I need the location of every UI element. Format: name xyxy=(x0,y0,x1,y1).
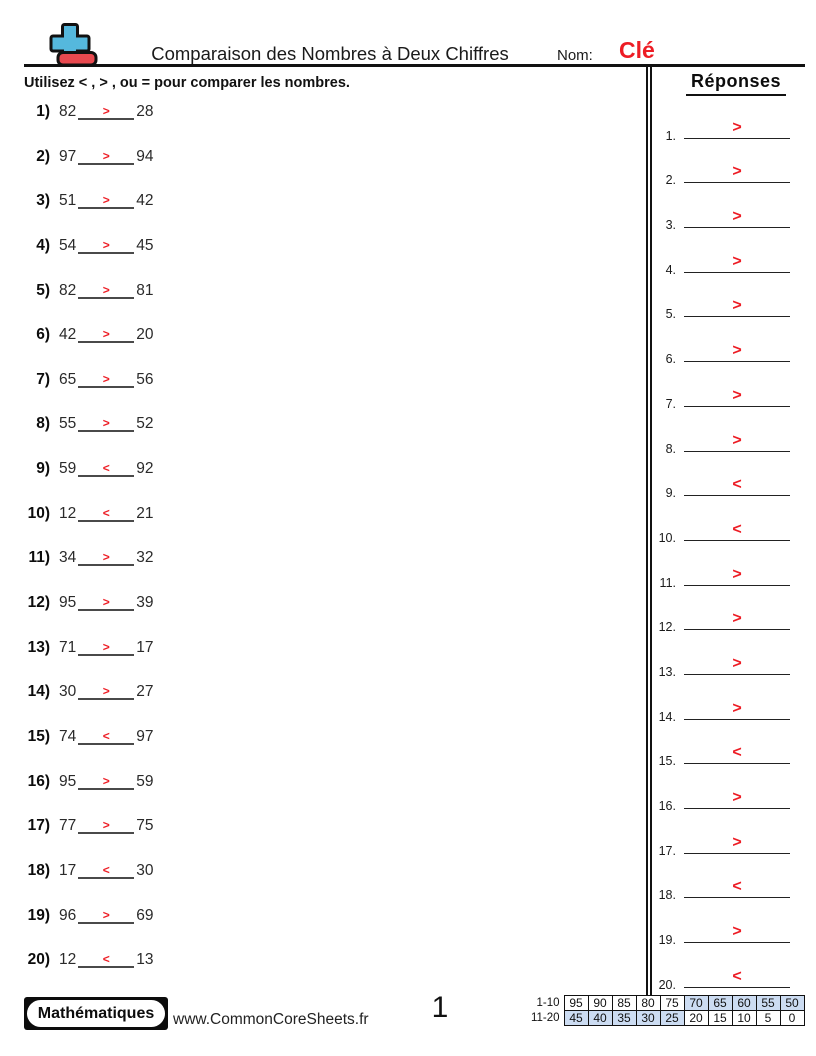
problem-left-number: 95 xyxy=(59,594,77,612)
problem-row xyxy=(24,370,584,415)
problem-row xyxy=(24,414,584,459)
problem-row xyxy=(24,906,584,951)
brand-label: Mathématiques xyxy=(27,1000,165,1027)
problem-answer-blank xyxy=(78,772,134,790)
answer-row xyxy=(650,778,792,823)
answer-row xyxy=(650,734,792,779)
page-number: 1 xyxy=(431,991,449,1024)
problem-left-number: 12 xyxy=(59,504,77,522)
answers-list xyxy=(650,108,792,1002)
page-title: Comparaison des Nombres à Deux Chiffres xyxy=(151,43,509,64)
problem-left-number: 95 xyxy=(59,772,77,790)
answer-line xyxy=(684,585,790,586)
answer-symbol: > xyxy=(732,565,742,583)
answer-number: 19. xyxy=(658,933,676,948)
problem-row xyxy=(24,816,584,861)
problem-right-number: 92 xyxy=(136,460,154,478)
comparison-symbol: > xyxy=(102,148,110,163)
answer-line xyxy=(684,942,790,943)
comparison-symbol: < xyxy=(102,728,110,743)
problem-row xyxy=(24,236,584,281)
answer-number: 8. xyxy=(665,441,676,456)
problem-left-number: 51 xyxy=(59,192,77,210)
answer-row xyxy=(650,555,792,600)
answer-symbol: > xyxy=(732,610,742,628)
answer-number: 1. xyxy=(665,128,676,143)
problem-number: 14) xyxy=(27,683,50,701)
answer-number: 9. xyxy=(665,486,676,501)
answer-line xyxy=(684,629,790,630)
problem-answer-blank xyxy=(78,504,134,522)
answer-row xyxy=(650,108,792,153)
problem-left-number: 65 xyxy=(59,370,77,388)
answer-symbol: > xyxy=(732,789,742,806)
comparison-symbol: > xyxy=(102,595,110,610)
answer-symbol: > xyxy=(732,699,742,717)
problem-right-number: 81 xyxy=(136,281,154,299)
problem-left-number: 96 xyxy=(59,906,77,924)
problem-answer-blank xyxy=(78,459,134,477)
answer-number: 3. xyxy=(665,218,676,233)
answer-number: 2. xyxy=(665,173,676,188)
answer-number: 12. xyxy=(658,620,676,635)
score-table-body xyxy=(528,996,804,1026)
problem-number: 17) xyxy=(27,817,50,835)
problem-answer-blank xyxy=(78,816,134,834)
problem-right-number: 30 xyxy=(136,861,154,879)
answer-line xyxy=(684,719,790,720)
problem-number: 9) xyxy=(36,460,50,478)
comparison-symbol: > xyxy=(102,193,110,208)
answer-symbol: > xyxy=(732,386,742,404)
answer-symbol: < xyxy=(732,967,742,985)
comparison-symbol: > xyxy=(102,327,110,342)
answer-line xyxy=(684,897,790,898)
name-value: Clé xyxy=(619,37,655,63)
answer-row xyxy=(650,466,792,511)
problem-answer-blank xyxy=(78,236,134,254)
problem-number: 11) xyxy=(28,549,50,567)
answer-row xyxy=(650,376,792,421)
answer-row xyxy=(650,510,792,555)
answer-symbol: > xyxy=(732,431,742,449)
problem-left-number: 34 xyxy=(59,549,77,567)
comparison-symbol: > xyxy=(102,104,110,118)
problem-left-number: 59 xyxy=(59,460,77,478)
answer-line xyxy=(684,853,790,854)
answer-row xyxy=(650,868,792,913)
answer-row xyxy=(650,689,792,734)
problem-left-number: 30 xyxy=(59,683,77,701)
problem-left-number: 82 xyxy=(59,103,77,120)
problem-number: 2) xyxy=(36,147,50,165)
answer-symbol: < xyxy=(732,476,742,494)
problem-right-number: 52 xyxy=(136,415,154,433)
problem-number: 4) xyxy=(36,236,50,254)
answer-row xyxy=(650,644,792,689)
answer-line xyxy=(684,987,790,988)
problem-left-number: 82 xyxy=(59,281,77,299)
score-cell: 45 xyxy=(564,1011,588,1026)
score-cell: 20 xyxy=(684,1011,708,1026)
score-cell: 35 xyxy=(612,1011,636,1026)
answer-row xyxy=(650,912,792,957)
answer-symbol: > xyxy=(732,297,742,315)
answer-number: 15. xyxy=(658,754,676,769)
header-rule xyxy=(24,64,805,67)
answer-line xyxy=(684,227,790,228)
score-cell: 75 xyxy=(660,996,684,1011)
problem-answer-blank xyxy=(78,191,134,209)
comparison-symbol: > xyxy=(102,550,110,565)
comparison-symbol: < xyxy=(102,862,110,877)
answer-symbol: > xyxy=(732,252,742,270)
problem-right-number: 94 xyxy=(136,147,154,165)
answer-symbol: > xyxy=(732,833,742,851)
score-cell: 40 xyxy=(588,1011,612,1026)
problem-right-number: 69 xyxy=(136,906,154,924)
problem-answer-blank xyxy=(78,325,134,343)
problem-left-number: 42 xyxy=(59,326,77,344)
comparison-symbol: < xyxy=(102,461,110,476)
problem-row xyxy=(24,459,584,504)
answer-line xyxy=(684,272,790,273)
problem-number: 19) xyxy=(27,906,50,924)
problem-answer-blank xyxy=(78,906,134,924)
problem-row xyxy=(24,593,584,638)
answer-number: 16. xyxy=(658,799,676,813)
comparison-symbol: > xyxy=(102,282,110,297)
problem-number: 1) xyxy=(36,103,50,120)
problem-row xyxy=(24,504,584,549)
score-table-row xyxy=(528,1011,804,1026)
answer-line xyxy=(684,540,790,541)
answer-row xyxy=(650,600,792,645)
answer-line xyxy=(684,495,790,496)
problem-right-number: 56 xyxy=(136,370,154,388)
answer-number: 13. xyxy=(658,664,676,679)
answer-row xyxy=(650,823,792,868)
answer-number: 10. xyxy=(658,530,676,545)
problem-row xyxy=(24,861,584,906)
score-cell: 95 xyxy=(564,996,588,1011)
answer-line xyxy=(684,182,790,183)
problem-answer-blank xyxy=(78,102,134,120)
brand-logo xyxy=(24,997,168,1030)
problem-row xyxy=(24,682,584,727)
answer-symbol: > xyxy=(732,923,742,941)
problem-number: 7) xyxy=(36,370,50,388)
problem-right-number: 32 xyxy=(136,549,154,567)
score-cell: 0 xyxy=(780,1011,804,1026)
problem-right-number: 59 xyxy=(136,772,154,790)
answer-line xyxy=(684,406,790,407)
answer-row xyxy=(650,242,792,287)
problem-answer-blank xyxy=(78,548,134,566)
problem-right-number: 39 xyxy=(136,594,154,612)
problem-number: 10) xyxy=(27,504,50,522)
answer-row xyxy=(650,421,792,466)
score-row-label: 1-10 xyxy=(528,996,564,1011)
answer-symbol: > xyxy=(732,118,742,136)
score-cell: 5 xyxy=(756,1011,780,1026)
instructions-text: Utilisez < , > , ou = pour comparer les nombres. xyxy=(24,75,350,91)
answer-symbol: > xyxy=(732,163,742,181)
comparison-symbol: > xyxy=(102,818,110,833)
problem-number: 3) xyxy=(36,192,50,210)
problem-answer-blank xyxy=(78,593,134,611)
answer-number: 6. xyxy=(665,352,676,367)
answer-number: 11. xyxy=(659,575,676,590)
name-label: Nom: xyxy=(557,47,593,64)
answer-number: 18. xyxy=(658,888,676,903)
answer-line xyxy=(684,138,790,139)
website-url: www.CommonCoreSheets.fr xyxy=(173,1011,369,1028)
problem-answer-blank xyxy=(78,682,134,700)
problem-answer-blank xyxy=(78,414,134,432)
answer-number: 14. xyxy=(658,709,676,724)
answer-number: 5. xyxy=(665,307,676,322)
problem-left-number: 12 xyxy=(59,951,77,969)
comparison-symbol: > xyxy=(102,773,110,788)
problem-right-number: 27 xyxy=(136,683,154,701)
answers-title: Réponses xyxy=(686,71,786,96)
problem-left-number: 74 xyxy=(59,727,77,745)
score-cell: 10 xyxy=(732,1011,756,1026)
problem-row xyxy=(24,772,584,817)
problem-row xyxy=(24,638,584,683)
score-cell: 80 xyxy=(636,996,660,1011)
problem-row xyxy=(24,950,584,995)
comparison-symbol: > xyxy=(102,907,110,922)
problem-row xyxy=(24,727,584,772)
problem-right-number: 97 xyxy=(136,727,154,745)
problem-right-number: 17 xyxy=(136,638,154,656)
problem-left-number: 77 xyxy=(59,817,77,835)
problem-answer-blank xyxy=(78,727,134,745)
answer-symbol: < xyxy=(732,878,742,896)
answer-number: 7. xyxy=(665,396,676,411)
problem-right-number: 13 xyxy=(136,951,154,969)
problem-number: 12) xyxy=(27,594,50,612)
problem-left-number: 17 xyxy=(59,861,77,879)
score-cell: 30 xyxy=(636,1011,660,1026)
answer-line xyxy=(684,763,790,764)
problem-number: 6) xyxy=(36,326,50,344)
comparison-symbol: > xyxy=(102,639,110,654)
score-cell: 55 xyxy=(756,996,780,1011)
problem-answer-blank xyxy=(78,147,134,165)
problem-right-number: 45 xyxy=(136,236,154,254)
problem-left-number: 54 xyxy=(59,236,77,254)
problem-number: 8) xyxy=(36,415,50,433)
problem-number: 5) xyxy=(36,281,50,299)
score-cell: 15 xyxy=(708,1011,732,1026)
answer-symbol: < xyxy=(732,744,742,762)
problem-number: 13) xyxy=(27,638,50,656)
comparison-symbol: > xyxy=(102,416,110,431)
comparison-symbol: < xyxy=(102,952,110,967)
problem-answer-blank xyxy=(78,950,134,968)
comparison-symbol: > xyxy=(102,237,110,252)
problem-right-number: 20 xyxy=(136,326,154,344)
answer-line xyxy=(684,316,790,317)
problem-row xyxy=(24,102,584,147)
problem-number: 18) xyxy=(27,861,50,879)
score-cell: 50 xyxy=(780,996,804,1011)
problem-row xyxy=(24,281,584,326)
problem-number: 20) xyxy=(27,951,50,969)
problem-answer-blank xyxy=(78,638,134,656)
answer-line xyxy=(684,361,790,362)
answer-symbol: > xyxy=(732,208,742,226)
answer-row xyxy=(650,153,792,198)
score-cell: 85 xyxy=(612,996,636,1011)
problem-answer-blank xyxy=(78,861,134,879)
problem-right-number: 75 xyxy=(136,817,154,835)
answer-line xyxy=(684,451,790,452)
answer-symbol: > xyxy=(732,654,742,672)
answer-row xyxy=(650,197,792,242)
answer-number: 17. xyxy=(658,843,676,858)
answer-number: 20. xyxy=(658,977,676,992)
problem-left-number: 97 xyxy=(59,147,77,165)
score-table xyxy=(528,995,805,1026)
problem-left-number: 71 xyxy=(59,638,77,656)
score-cell: 90 xyxy=(588,996,612,1011)
problem-left-number: 55 xyxy=(59,415,77,433)
comparison-symbol: > xyxy=(102,371,110,386)
problem-answer-blank xyxy=(78,281,134,299)
answer-row xyxy=(650,287,792,332)
problem-right-number: 42 xyxy=(136,192,154,210)
answer-row xyxy=(650,331,792,376)
answer-line xyxy=(684,808,790,809)
score-cell: 60 xyxy=(732,996,756,1011)
score-cell: 25 xyxy=(660,1011,684,1026)
score-table-row xyxy=(528,996,804,1011)
answer-symbol: < xyxy=(732,520,742,538)
problem-row xyxy=(24,325,584,370)
comparison-symbol: > xyxy=(102,684,110,699)
score-cell: 70 xyxy=(684,996,708,1011)
problem-row xyxy=(24,548,584,593)
answer-line xyxy=(684,674,790,675)
problem-right-number: 28 xyxy=(136,103,154,120)
comparison-symbol: < xyxy=(102,505,110,520)
problem-row xyxy=(24,147,584,192)
problems-list xyxy=(24,102,584,995)
score-row-label: 11-20 xyxy=(528,1011,564,1026)
problem-answer-blank xyxy=(78,370,134,388)
answer-number: 4. xyxy=(665,262,676,277)
answer-symbol: > xyxy=(732,342,742,360)
problem-row xyxy=(24,191,584,236)
problem-right-number: 21 xyxy=(136,504,154,522)
plus-minus-logo-icon xyxy=(43,22,99,68)
problem-number: 16) xyxy=(27,772,50,790)
score-cell: 65 xyxy=(708,996,732,1011)
problem-number: 15) xyxy=(27,727,50,745)
